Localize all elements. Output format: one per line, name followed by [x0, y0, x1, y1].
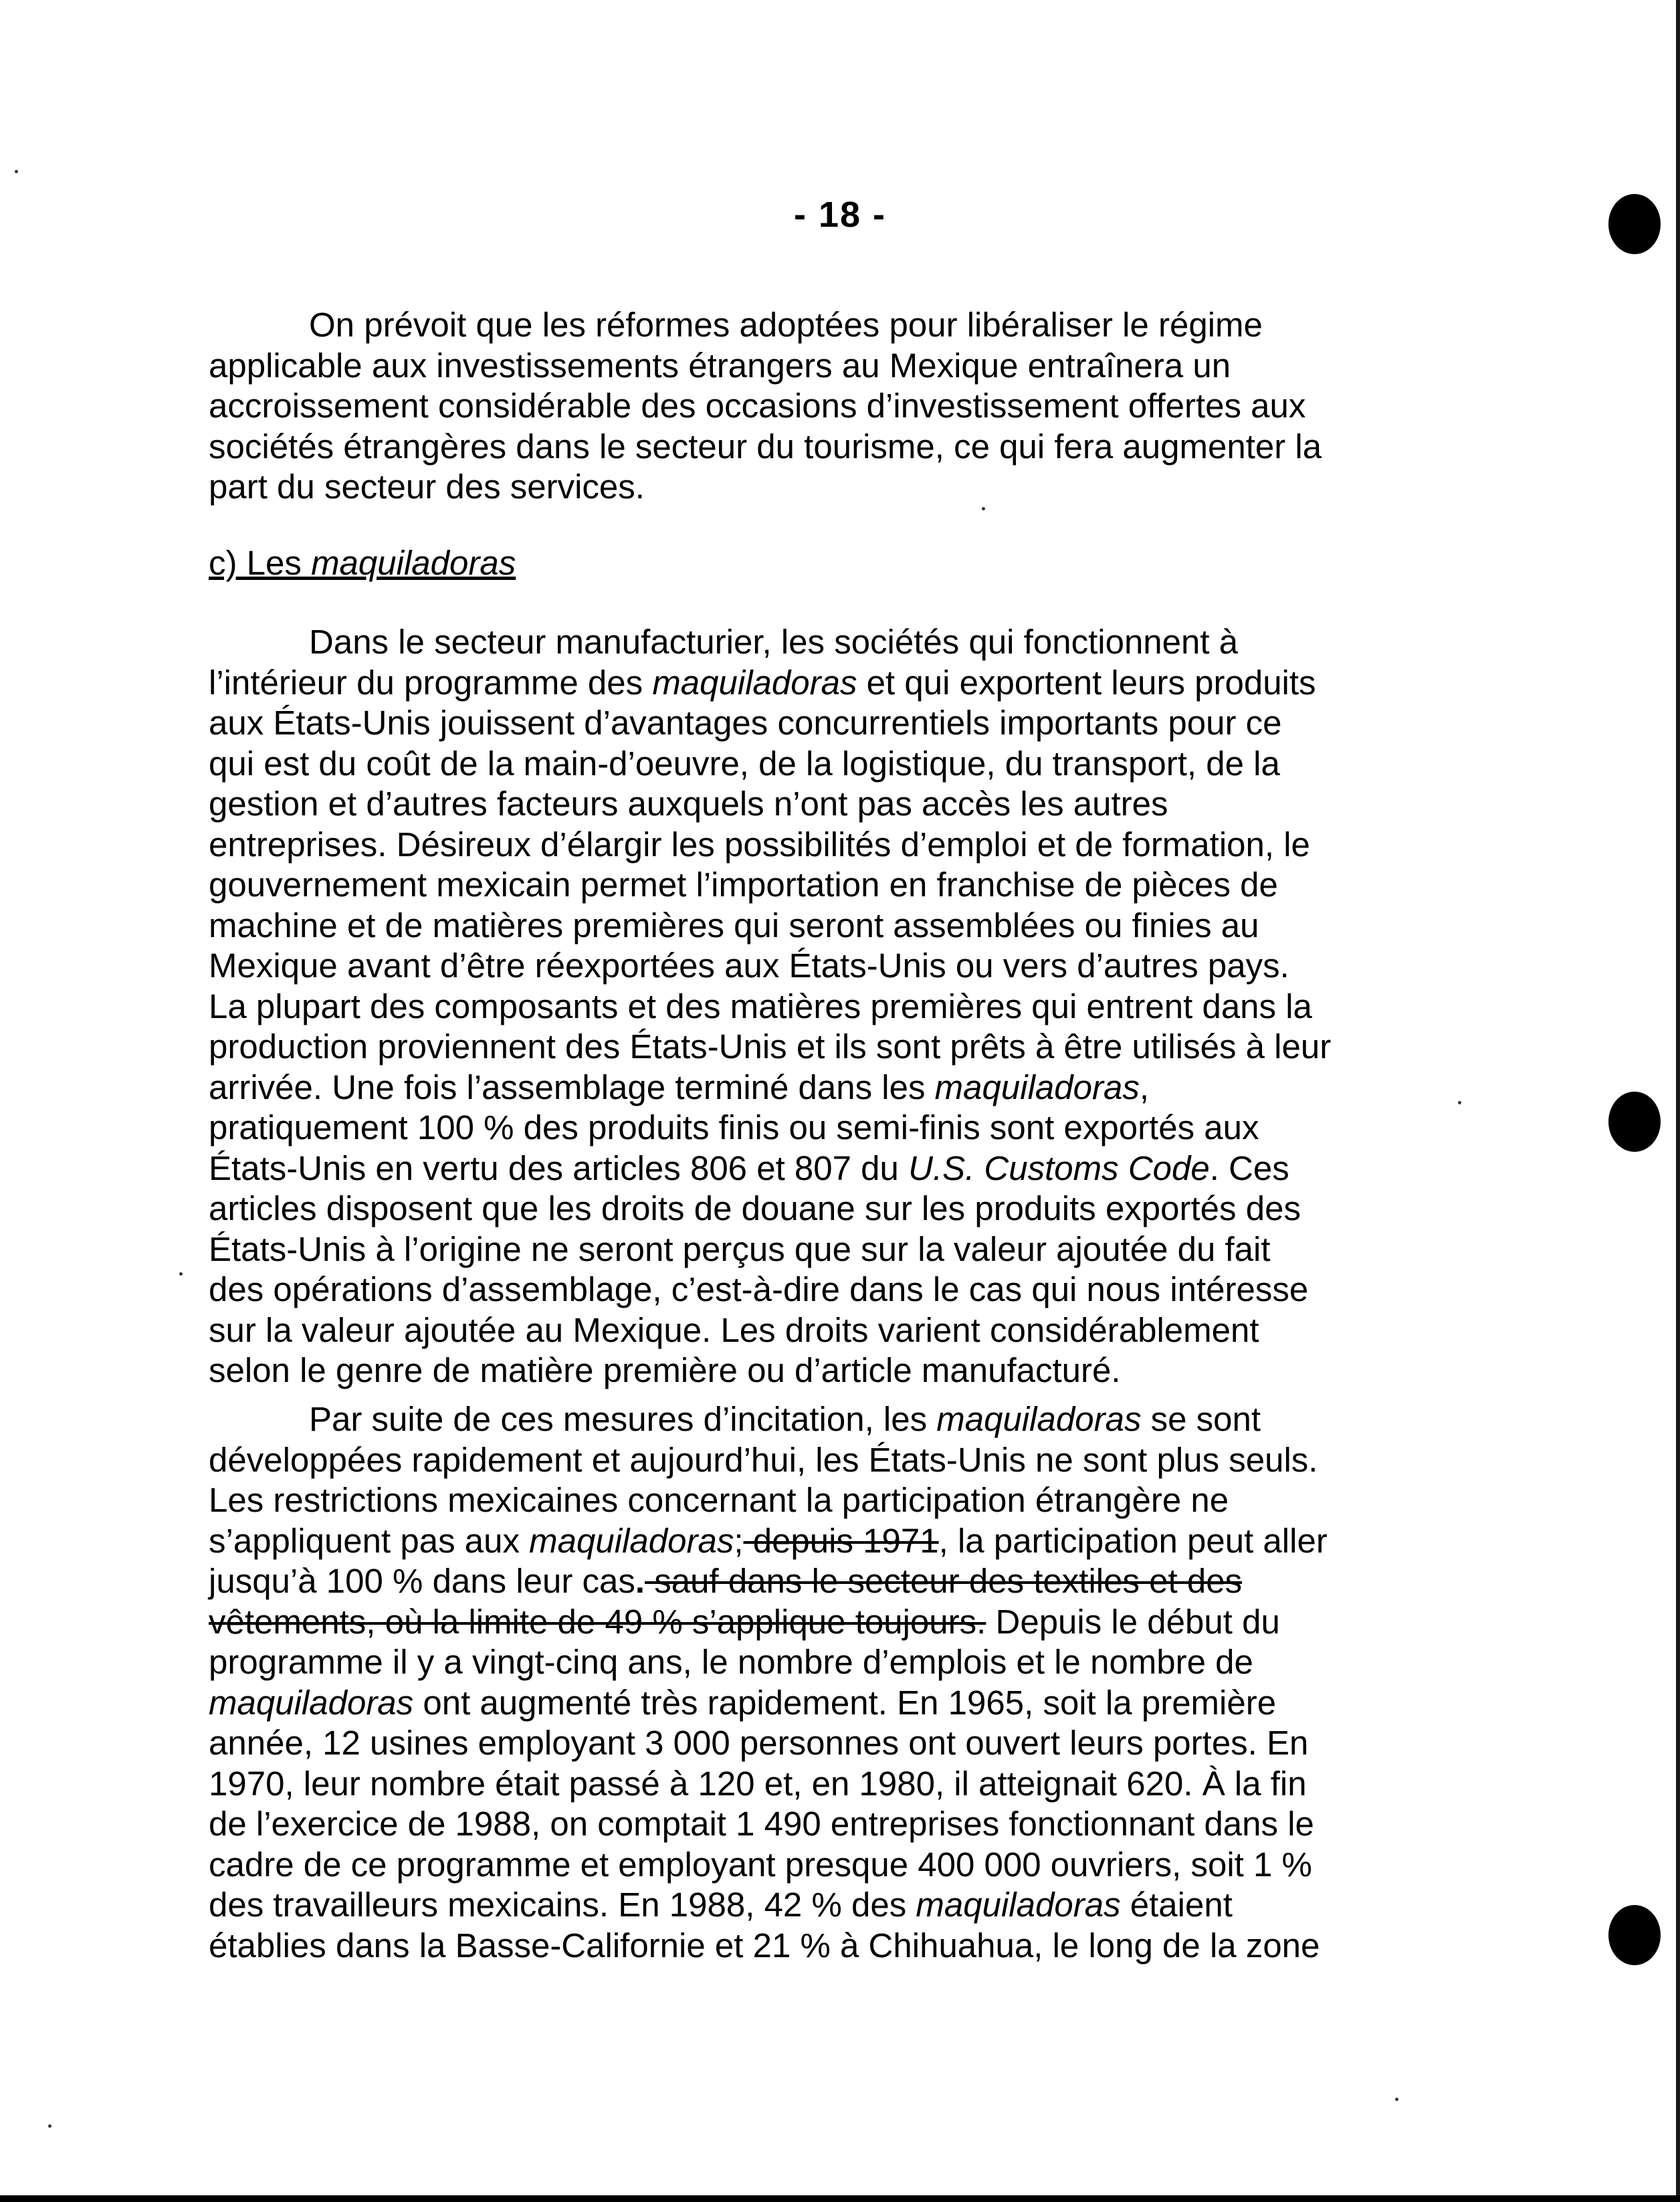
- punch-hole-bottom: [1608, 1905, 1661, 1965]
- paragraph-line: accroissement considérable des occasions d’investissement offertes aux: [209, 387, 1306, 425]
- paragraph-line: des opérations d’assemblage, c’est-à-dire dans le cas qui nous intéresse: [209, 1270, 1309, 1308]
- paragraph-line: Dans le secteur manufacturier, les sociétés qui fonctionnent à: [309, 623, 1239, 661]
- paragraph-line: sociétés étrangères dans le secteur du tourisme, ce qui fera augmenter la: [209, 427, 1322, 466]
- paragraph-line: maquiladoras ont augmenté très rapidement. En 1965, soit la première: [209, 1683, 1277, 1722]
- paragraph-line: entreprises. Désireux d’élargir les possibilités d’emploi et de formation, le: [209, 825, 1310, 864]
- paragraph-line: applicable aux investissements étrangers au Mexique entraînera un: [209, 346, 1231, 385]
- scan-edge-bottom: [0, 2195, 1680, 2202]
- paragraph-line: arrivée. Une fois l’assemblage terminé dans les maquiladoras,: [209, 1068, 1150, 1106]
- paragraph-line: selon le genre de matière première ou d’article manufacturé.: [209, 1351, 1121, 1389]
- paragraph-line: sur la valeur ajoutée au Mexique. Les droits varient considérablement: [209, 1310, 1259, 1349]
- page-number: - 18 -: [793, 195, 887, 235]
- paragraph-line: vêtements, où la limite de 49 % s’applique toujours. Depuis le début du: [209, 1602, 1280, 1641]
- scan-speck: [1395, 2098, 1398, 2101]
- paragraph-line: gouvernement mexicain permet l’importation en franchise de pièces de: [209, 866, 1278, 904]
- punch-hole-top: [1608, 194, 1661, 254]
- paragraph-maquiladoras: [209, 622, 1506, 1391]
- paragraph-line: La plupart des composants et des matières premières qui entrent dans la: [209, 987, 1312, 1025]
- paragraph-line: de l’exercice de 1988, on comptait 1 490 entreprises fonctionnant dans le: [209, 1805, 1314, 1843]
- paragraph-line: l’intérieur du programme des maquiladoras et qui exportent leurs produits: [209, 663, 1316, 702]
- paragraph-line: articles disposent que les droits de douane sur les produits exportés des: [209, 1189, 1301, 1227]
- paragraph-line: jusqu’à 100 % dans leur cas. sauf dans le secteur des textiles et des: [209, 1562, 1243, 1600]
- paragraph-line: part du secteur des services.: [209, 468, 645, 506]
- scan-edge-right: [1676, 0, 1680, 2202]
- section-heading: [209, 543, 516, 583]
- paragraph-line: des travailleurs mexicains. En 1988, 42 % des maquiladoras étaient: [209, 1886, 1233, 1924]
- punch-hole-middle: [1608, 1092, 1661, 1152]
- paragraph-tourism: [209, 305, 1506, 508]
- scan-speck: [48, 2124, 51, 2128]
- paragraph-line: Par suite de ces mesures d’incitation, les maquiladoras se sont: [309, 1400, 1261, 1438]
- paragraph-line: qui est du coût de la main-d’oeuvre, de la logistique, du transport, de la: [209, 744, 1280, 783]
- struck-text: sauf dans le secteur des textiles et des: [645, 1562, 1243, 1600]
- paragraph-line: États-Unis à l’origine ne seront perçus que sur la valeur ajoutée du fait: [209, 1229, 1271, 1268]
- scan-speck: [179, 1272, 183, 1276]
- struck-text: vêtements, où la limite de 49 % s’applique toujours.: [209, 1602, 986, 1641]
- paragraph-line: développées rapidement et aujourd’hui, les États-Unis ne sont plus seuls.: [209, 1440, 1318, 1479]
- paragraph-line: On prévoit que les réformes adoptées pour libéraliser le régime: [309, 306, 1263, 344]
- scan-speck: [1458, 1101, 1461, 1104]
- paragraph-line: cadre de ce programme et employant presque 400 000 ouvriers, soit 1 %: [209, 1845, 1312, 1884]
- paragraph-line: Les restrictions mexicaines concernant la participation étrangère ne: [209, 1481, 1229, 1519]
- scan-speck: [982, 507, 985, 510]
- heading-prefix: c) Les: [209, 544, 312, 582]
- paragraph-line: pratiquement 100 % des produits finis ou semi-finis sont exportés aux: [209, 1108, 1259, 1146]
- paragraph-line: établies dans la Basse-Californie et 21 % à Chihuahua, le long de la zone: [209, 1926, 1320, 1965]
- paragraph-line: production proviennent des États-Unis et ils sont prêts à être utilisés à leur: [209, 1027, 1332, 1066]
- paragraph-line: 1970, leur nombre était passé à 120 et, en 1980, il atteignait 620. À la fin: [209, 1764, 1307, 1803]
- struck-text: depuis 1971: [743, 1521, 939, 1560]
- paragraph-line: année, 12 usines employant 3 000 personnes ont ouvert leurs portes. En: [209, 1724, 1309, 1762]
- paragraph-line: États-Unis en vertu des articles 806 et 807 du U.S. Customs Code. Ces: [209, 1148, 1289, 1187]
- paragraph-line: aux États-Unis jouissent d’avantages concurrentiels importants pour ce: [209, 704, 1282, 742]
- paragraph-incentives: [209, 1399, 1506, 1966]
- scan-speck: [15, 170, 18, 173]
- paragraph-line: Mexique avant d’être réexportées aux États-Unis ou vers d’autres pays.: [209, 946, 1289, 985]
- paragraph-line: s’appliquent pas aux maquiladoras; depuis 1971, la participation peut aller: [209, 1521, 1328, 1560]
- paragraph-line: gestion et d’autres facteurs auxquels n’ont pas accès les autres: [209, 785, 1168, 823]
- heading-italic: maquiladoras: [311, 544, 516, 582]
- paragraph-line: machine et de matières premières qui seront assemblées ou finies au: [209, 906, 1259, 944]
- paragraph-line: programme il y a vingt-cinq ans, le nombre d’emplois et le nombre de: [209, 1643, 1253, 1681]
